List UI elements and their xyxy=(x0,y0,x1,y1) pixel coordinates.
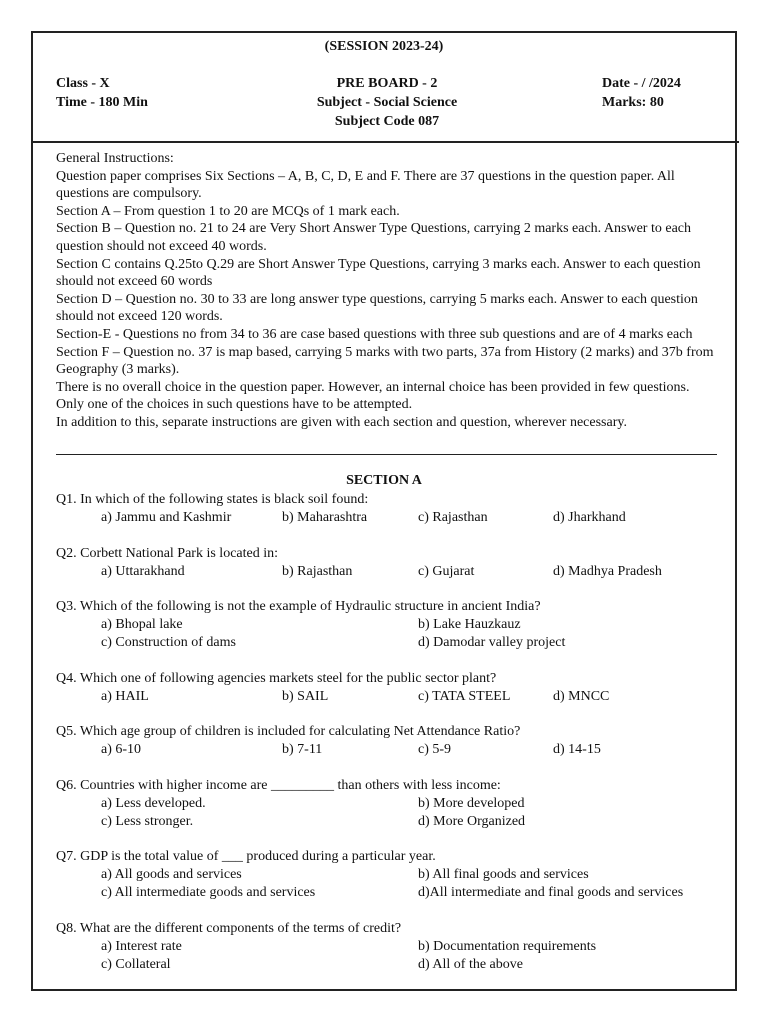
option-c: c) Rajasthan xyxy=(418,510,488,525)
question-text: Q5. Which age group of children is included for calculating Net Attendance Ratio? xyxy=(56,724,521,739)
option-b: b) SAIL xyxy=(282,688,329,704)
date-label: Date - / /2024 xyxy=(602,76,681,91)
instructions-divider xyxy=(56,454,717,455)
question-text: Q7. GDP is the total value of ___ produced during a particular year. xyxy=(56,849,436,864)
question-5 xyxy=(56,723,736,759)
option-d: d) All of the above xyxy=(418,956,523,972)
option-d: d) Damodar valley project xyxy=(418,635,566,650)
question-list xyxy=(56,491,736,991)
time-label: Time - 180 Min xyxy=(56,95,148,110)
option-c: c) Less stronger. xyxy=(101,813,194,829)
option-b: b) 7-11 xyxy=(282,742,323,757)
option-c: c) All intermediate goods and services xyxy=(101,885,316,900)
options-row xyxy=(56,634,736,652)
option-c: c) 5-9 xyxy=(418,742,452,757)
option-b: b) Lake Hauzkauz xyxy=(418,617,521,632)
question-1 xyxy=(56,491,736,527)
option-c: c) Construction of dams xyxy=(101,635,236,650)
exam-title: PRE BOARD - 2 xyxy=(336,76,438,91)
options-row xyxy=(56,509,736,527)
instruction-line: Question paper comprises Six Sections – A, B, C, D, E and F. There are 37 questions in the question paper. All questions are compulsory. xyxy=(56,168,675,202)
option-b: b) More developed xyxy=(418,795,525,811)
option-d: d)All intermediate and final goods and services xyxy=(418,885,684,900)
instruction-line: Section F – Question no. 37 is map based, carrying 5 marks with two parts, 37a from History (2 marks) and 37b from Geography (3 marks). xyxy=(56,344,714,378)
header-divider xyxy=(31,141,739,143)
option-b: b) Maharashtra xyxy=(282,510,368,525)
option-d: d) 14-15 xyxy=(553,742,601,757)
question-2 xyxy=(56,545,736,581)
subject-label: Subject - Social Science xyxy=(316,95,458,110)
instruction-line: Section D – Question no. 30 to 33 are long answer type questions, carrying 5 marks each. Answer to each question should not exceed 120 words. xyxy=(56,291,698,325)
question-text: Q4. Which one of following agencies markets steel for the public sector plant? xyxy=(56,670,497,686)
options-row xyxy=(56,795,736,813)
question-3 xyxy=(56,598,736,652)
option-d: d) More Organized xyxy=(418,813,526,829)
instruction-line: Section B – Question no. 21 to 24 are Very Short Answer Type Questions, carrying 2 marks each. Answer to each question should not exceed 40 words. xyxy=(56,221,691,254)
options-row xyxy=(56,616,736,634)
subject-code: Subject Code 087 xyxy=(334,114,440,129)
question-text: Q8. What are the different components of the terms of credit? xyxy=(56,920,402,936)
option-d: d) Jharkhand xyxy=(553,510,626,525)
option-c: c) Collateral xyxy=(101,956,171,972)
option-a: a) HAIL xyxy=(101,688,149,704)
option-a: a) Bhopal lake xyxy=(101,617,183,632)
question-6 xyxy=(56,777,736,831)
session-label: (SESSION 2023-24) xyxy=(324,39,444,54)
question-text: Q1. In which of the following states is black soil found: xyxy=(56,492,369,507)
instruction-line: General Instructions: xyxy=(56,151,174,166)
option-a: a) Less developed. xyxy=(101,795,206,811)
options-row xyxy=(56,741,736,759)
option-b: b) All final goods and services xyxy=(418,867,589,882)
instruction-line: Section-E - Questions no from 34 to 36 are case based questions with three sub questions and are of 4 marks each xyxy=(56,326,693,342)
section-title: SECTION A xyxy=(346,473,422,488)
option-b: b) Rajasthan xyxy=(282,563,353,579)
option-d: d) Madhya Pradesh xyxy=(553,563,662,579)
marks-label: Marks: 80 xyxy=(602,95,664,110)
option-a: a) 6-10 xyxy=(101,742,142,757)
question-text: Q3. Which of the following is not the example of Hydraulic structure in ancient India? xyxy=(56,599,541,614)
instruction-line: Section C contains Q.25to Q.29 are Short Answer Type Questions, carrying 3 marks each. Answer to each question should not exceed 60 words xyxy=(56,256,701,290)
option-a: a) Jammu and Kashmir xyxy=(101,510,232,525)
options-row xyxy=(56,938,736,956)
question-text: Q2. Corbett National Park is located in: xyxy=(56,545,279,561)
options-row xyxy=(56,866,736,884)
question-4 xyxy=(56,670,736,706)
option-a: a) Interest rate xyxy=(101,938,182,954)
general-instructions xyxy=(56,150,718,432)
question-text: Q6. Countries with higher income are _________ than others with less income: xyxy=(56,777,501,793)
question-7 xyxy=(56,848,736,902)
instruction-line: In addition to this, separate instructions are given with each section and question, wherever necessary. xyxy=(56,414,627,430)
options-row xyxy=(56,956,736,974)
option-c: c) Gujarat xyxy=(418,563,475,579)
class-label: Class - X xyxy=(56,76,110,91)
option-a: a) Uttarakhand xyxy=(101,563,185,579)
option-a: a) All goods and services xyxy=(101,867,242,882)
question-8 xyxy=(56,920,736,974)
option-c: c) TATA STEEL xyxy=(418,688,511,704)
options-row xyxy=(56,813,736,831)
options-row xyxy=(56,563,736,581)
option-b: b) Documentation requirements xyxy=(418,938,597,954)
options-row xyxy=(56,884,736,902)
instruction-line: Section A – From question 1 to 20 are MCQs of 1 mark each. xyxy=(56,203,400,219)
option-d: d) MNCC xyxy=(553,688,610,704)
instruction-line: There is no overall choice in the question paper. However, an internal choice has been provided in few questions. Only one of the choices in such questions have to be attempted. xyxy=(56,379,690,413)
options-row xyxy=(56,688,736,706)
